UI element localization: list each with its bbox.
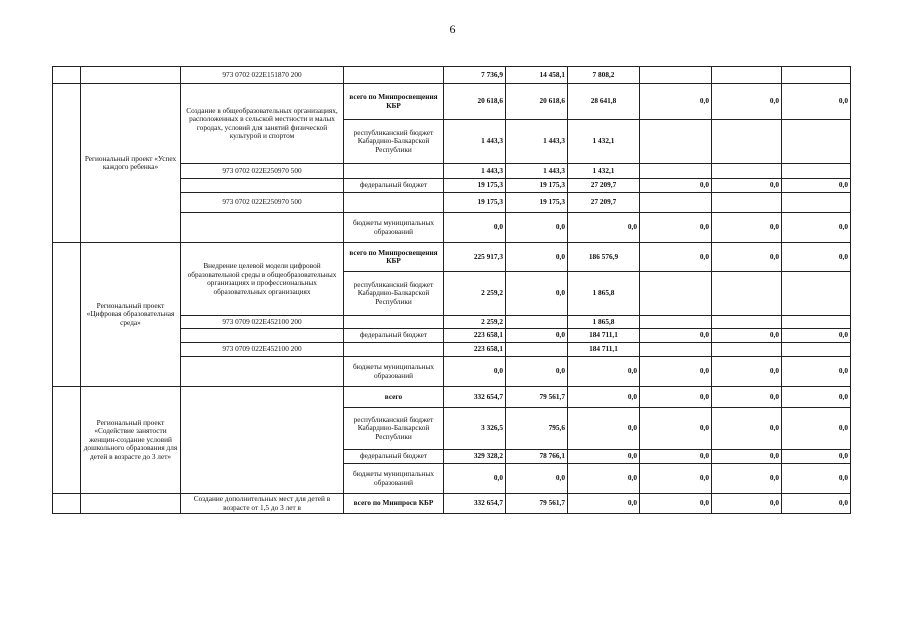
- value-cell: 0,0: [506, 272, 568, 316]
- source-cell: бюджеты муниципальных образований: [344, 357, 444, 387]
- source-cell: республиканский бюджет Кабардино-Балкарской Республики: [344, 120, 444, 164]
- value-cell: 0,0: [568, 408, 640, 450]
- value-cell: 332 654,7: [444, 387, 506, 408]
- value-cell: 1 432,1: [568, 120, 640, 164]
- event-name: Создание дополнительных мест для детей в возрасте от 1,5 до 3 лет в: [181, 494, 344, 514]
- value-cell: 0,0: [712, 357, 782, 387]
- value-cell: 0,0: [506, 464, 568, 494]
- value-cell: 0,0: [568, 387, 640, 408]
- value-cell: 0,0: [782, 464, 851, 494]
- value-cell: 1 865,8: [568, 272, 640, 316]
- value-cell: 0,0: [712, 213, 782, 243]
- code-cell: 973 0702 022Е151870 200: [181, 67, 344, 84]
- value-cell: 0,0: [640, 464, 712, 494]
- value-cell: 2 259,2: [444, 272, 506, 316]
- value-cell: 0,0: [506, 213, 568, 243]
- value-cell: 0,0: [782, 213, 851, 243]
- value-cell: 20 618,6: [444, 84, 506, 120]
- value-cell: 0,0: [782, 84, 851, 120]
- value-cell: 0,0: [712, 408, 782, 450]
- project-name: Региональный проект «Цифровая образовательная среда»: [81, 243, 181, 387]
- value-cell: 0,0: [506, 329, 568, 343]
- value-cell: 0,0: [640, 179, 712, 193]
- value-cell: 78 766,1: [506, 450, 568, 464]
- value-cell: 28 641,8: [568, 84, 640, 120]
- value-cell: 332 654,7: [444, 494, 506, 514]
- value-cell: 329 328,2: [444, 450, 506, 464]
- value-cell: 186 576,9: [568, 243, 640, 272]
- value-cell: 184 711,1: [568, 343, 640, 357]
- value-cell: 0,0: [640, 357, 712, 387]
- code-cell: 973 0702 022Е250970 500: [181, 193, 344, 213]
- value-cell: 0,0: [568, 357, 640, 387]
- value-cell: 0,0: [712, 494, 782, 514]
- event-name: Создание в общеобразовательных организациях, расположенных в сельской местности и малых городах, условий для занятий физической культурой и спортом: [181, 84, 344, 164]
- value-cell: 225 917,3: [444, 243, 506, 272]
- value-cell: 184 711,1: [568, 329, 640, 343]
- value-cell: 7 736,9: [444, 67, 506, 84]
- value-cell: 14 458,1: [506, 67, 568, 84]
- value-cell: 27 209,7: [568, 179, 640, 193]
- event-name: Внедрение целевой модели цифровой образовательной среды в общеобразовательных организациях и профессиональных образовательных организациях: [181, 243, 344, 316]
- value-cell: 0,0: [568, 213, 640, 243]
- value-cell: 0,0: [444, 357, 506, 387]
- source-cell: республиканский бюджет Кабардино-Балкарской Республики: [344, 272, 444, 316]
- value-cell: 1 443,3: [444, 164, 506, 179]
- value-cell: 19 175,3: [506, 179, 568, 193]
- value-cell: 19 175,3: [444, 193, 506, 213]
- value-cell: 0,0: [782, 243, 851, 272]
- value-cell: 0,0: [712, 84, 782, 120]
- value-cell: 0,0: [568, 464, 640, 494]
- value-cell: 0,0: [640, 408, 712, 450]
- value-cell: 0,0: [640, 494, 712, 514]
- code-cell: 973 0702 022Е250970 500: [181, 164, 344, 179]
- value-cell: 0,0: [640, 84, 712, 120]
- value-cell: 0,0: [712, 464, 782, 494]
- value-cell: 0,0: [640, 329, 712, 343]
- value-cell: 1 443,3: [506, 120, 568, 164]
- value-cell: 0,0: [712, 179, 782, 193]
- value-cell: 0,0: [640, 213, 712, 243]
- value-cell: 0,0: [640, 450, 712, 464]
- source-cell: федеральный бюджет: [344, 179, 444, 193]
- value-cell: 7 808,2: [568, 67, 640, 84]
- value-cell: 223 658,1: [444, 329, 506, 343]
- value-cell: 0,0: [640, 387, 712, 408]
- source-cell: бюджеты муниципальных образований: [344, 213, 444, 243]
- value-cell: 19 175,3: [506, 193, 568, 213]
- value-cell: 19 175,3: [444, 179, 506, 193]
- source-cell: федеральный бюджет: [344, 329, 444, 343]
- value-cell: 1 432,1: [568, 164, 640, 179]
- value-cell: 0,0: [640, 243, 712, 272]
- source-cell: республиканский бюджет Кабардино-Балкарской Республики: [344, 408, 444, 450]
- value-cell: 0,0: [712, 450, 782, 464]
- value-cell: 0,0: [444, 213, 506, 243]
- table-row: [53, 84, 851, 120]
- source-cell: всего: [344, 387, 444, 408]
- value-cell: 0,0: [782, 494, 851, 514]
- value-cell: 0,0: [506, 357, 568, 387]
- value-cell: 2 259,2: [444, 316, 506, 329]
- value-cell: 1 443,3: [506, 164, 568, 179]
- value-cell: 0,0: [712, 243, 782, 272]
- value-cell: 79 561,7: [506, 387, 568, 408]
- table-row: [53, 243, 851, 272]
- value-cell: 223 658,1: [444, 343, 506, 357]
- source-cell: всего по Минпросвещения КБР: [344, 84, 444, 120]
- value-cell: 0,0: [782, 450, 851, 464]
- value-cell: 0,0: [712, 387, 782, 408]
- value-cell: 0,0: [444, 464, 506, 494]
- value-cell: 0,0: [506, 243, 568, 272]
- project-name: Региональный проект «Содействие занятости женщин-создание условий дошкольного образования для детей в возрасте до 3 лет»: [81, 387, 181, 494]
- source-cell: всего по Минпросв КБР: [344, 494, 444, 514]
- project-name: Региональный проект «Успех каждого ребенка»: [81, 84, 181, 243]
- source-cell: бюджеты муниципальных образований: [344, 464, 444, 494]
- value-cell: 0,0: [712, 329, 782, 343]
- value-cell: 79 561,7: [506, 494, 568, 514]
- value-cell: 0,0: [782, 408, 851, 450]
- table-row: [53, 494, 851, 514]
- code-cell: 973 0709 022Е452100 200: [181, 316, 344, 329]
- table-row: [53, 387, 851, 408]
- value-cell: 3 326,5: [444, 408, 506, 450]
- value-cell: 0,0: [782, 329, 851, 343]
- value-cell: 0,0: [568, 494, 640, 514]
- code-cell: 973 0709 022Е452100 200: [181, 343, 344, 357]
- source-cell: всего по Минпросвещения КБР: [344, 243, 444, 272]
- value-cell: 795,6: [506, 408, 568, 450]
- value-cell: 1 865,8: [568, 316, 640, 329]
- source-cell: федеральный бюджет: [344, 450, 444, 464]
- table-row: [53, 67, 851, 84]
- value-cell: 0,0: [782, 357, 851, 387]
- value-cell: 1 443,3: [444, 120, 506, 164]
- value-cell: 0,0: [782, 179, 851, 193]
- budget-table: [52, 66, 851, 514]
- value-cell: 0,0: [568, 450, 640, 464]
- page-number: 6: [449, 22, 456, 36]
- value-cell: 0,0: [782, 387, 851, 408]
- value-cell: 20 618,6: [506, 84, 568, 120]
- value-cell: 27 209,7: [568, 193, 640, 213]
